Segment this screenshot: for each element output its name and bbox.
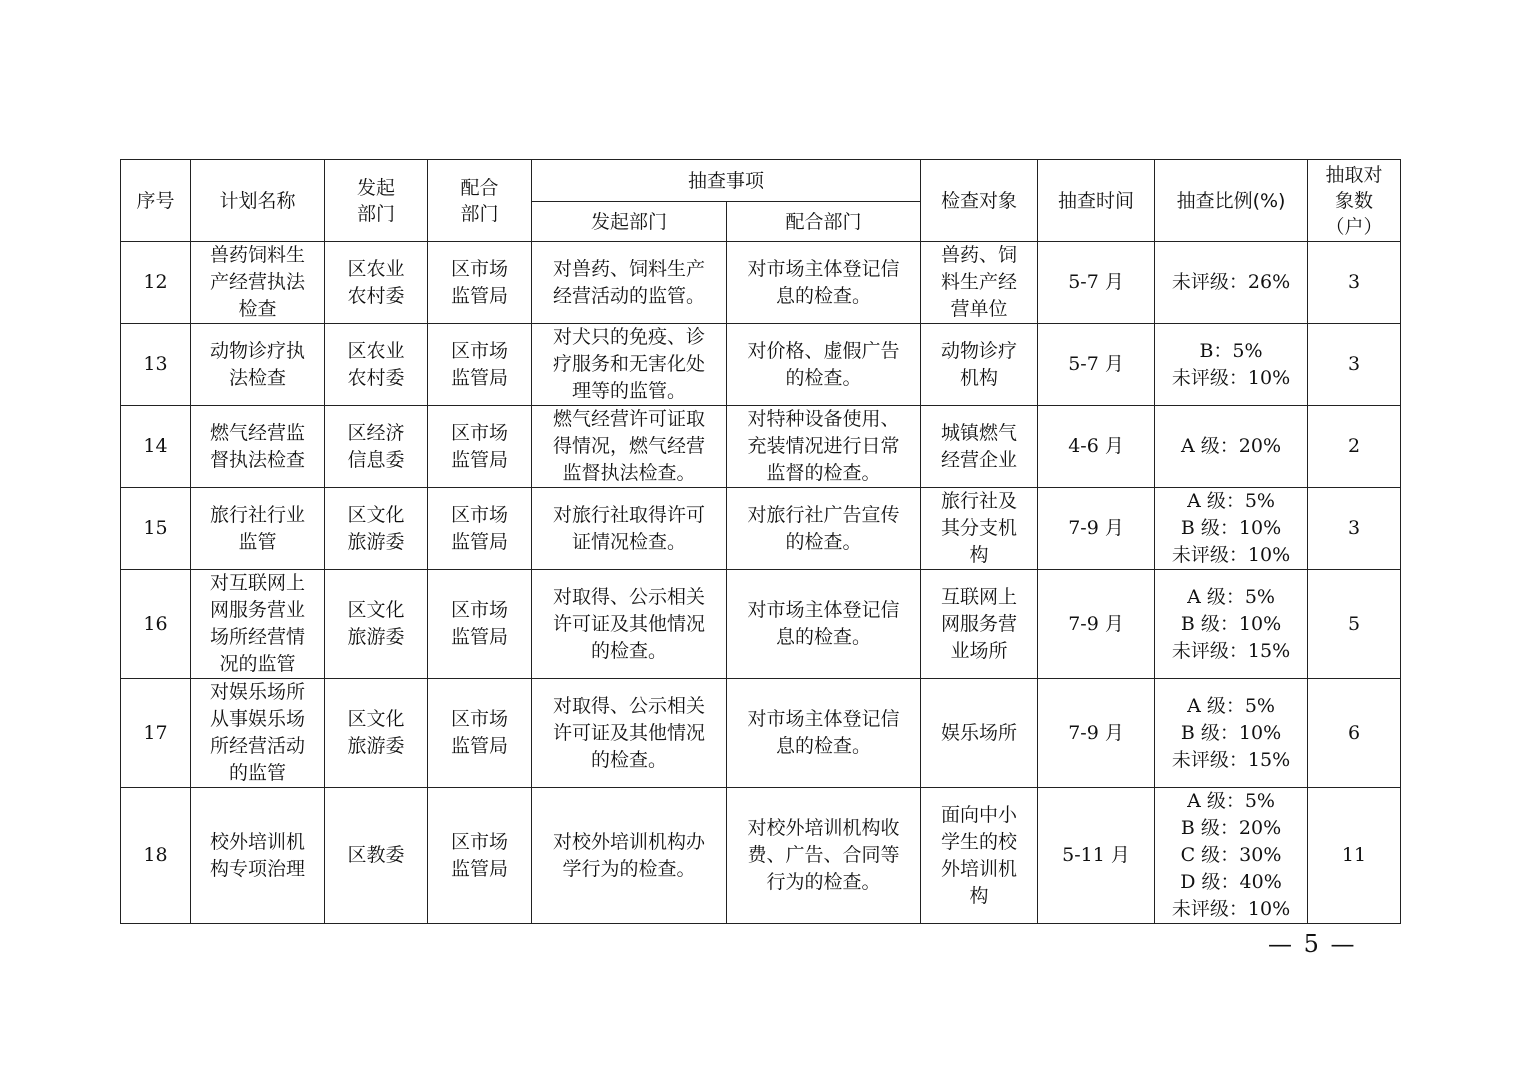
cell-items-cooperator: 对市场主体登记信 息的检查。 [727, 570, 921, 679]
cell-cooperator: 区市场 监管局 [428, 324, 532, 406]
cell-initiator: 区文化 旅游委 [325, 570, 428, 679]
cell-initiator: 区文化 旅游委 [325, 488, 428, 570]
cell-ratio: 未评级：26% [1155, 242, 1308, 324]
cell-seq: 17 [121, 679, 191, 788]
header-time: 抽查时间 [1038, 160, 1155, 242]
table-row [121, 570, 1401, 679]
cell-items-cooperator: 对价格、虚假广告 的检查。 [727, 324, 921, 406]
cell-time: 5-7 月 [1038, 242, 1155, 324]
cell-items-cooperator: 对特种设备使用、 充装情况进行日常 监督的检查。 [727, 406, 921, 488]
cell-ratio: A 级：5% B 级：10% 未评级：15% [1155, 570, 1308, 679]
cell-target: 互联网上 网服务营 业场所 [921, 570, 1038, 679]
cell-count: 5 [1308, 570, 1401, 679]
cell-target: 兽药、饲 料生产经 营单位 [921, 242, 1038, 324]
header-count: 抽取对 象数 （户） [1308, 160, 1401, 242]
cell-plan-name: 旅行社行业 监管 [191, 488, 325, 570]
cell-initiator: 区农业 农村委 [325, 324, 428, 406]
cell-target: 娱乐场所 [921, 679, 1038, 788]
cell-items-cooperator: 对市场主体登记信 息的检查。 [727, 242, 921, 324]
cell-items-initiator: 对取得、公示相关 许可证及其他情况 的检查。 [532, 570, 727, 679]
header-items-cooperator: 配合部门 [727, 202, 921, 242]
cell-initiator: 区农业 农村委 [325, 242, 428, 324]
cell-ratio: B：5% 未评级：10% [1155, 324, 1308, 406]
cell-ratio: A 级：5% B 级：10% 未评级：15% [1155, 679, 1308, 788]
table-row [121, 242, 1401, 324]
header-plan-name: 计划名称 [191, 160, 325, 242]
cell-seq: 15 [121, 488, 191, 570]
cell-items-cooperator: 对市场主体登记信 息的检查。 [727, 679, 921, 788]
cell-items-initiator: 对犬只的免疫、诊 疗服务和无害化处 理等的监管。 [532, 324, 727, 406]
cell-time: 7-9 月 [1038, 570, 1155, 679]
cell-plan-name: 校外培训机 构专项治理 [191, 788, 325, 924]
cell-target: 旅行社及 其分支机 构 [921, 488, 1038, 570]
cell-count: 3 [1308, 324, 1401, 406]
cell-time: 4-6 月 [1038, 406, 1155, 488]
inspection-plan-table [120, 159, 1401, 924]
cell-initiator: 区文化 旅游委 [325, 679, 428, 788]
cell-seq: 18 [121, 788, 191, 924]
cell-target: 动物诊疗 机构 [921, 324, 1038, 406]
header-seq: 序号 [121, 160, 191, 242]
cell-count: 3 [1308, 488, 1401, 570]
cell-count: 6 [1308, 679, 1401, 788]
cell-items-cooperator: 对校外培训机构收 费、广告、合同等 行为的检查。 [727, 788, 921, 924]
table-row [121, 406, 1401, 488]
cell-time: 7-9 月 [1038, 679, 1155, 788]
cell-target: 城镇燃气 经营企业 [921, 406, 1038, 488]
table-row [121, 788, 1401, 924]
cell-target: 面向中小 学生的校 外培训机 构 [921, 788, 1038, 924]
cell-seq: 13 [121, 324, 191, 406]
cell-items-initiator: 对校外培训机构办 学行为的检查。 [532, 788, 727, 924]
table-row [121, 679, 1401, 788]
cell-plan-name: 动物诊疗执 法检查 [191, 324, 325, 406]
cell-items-initiator: 燃气经营许可证取 得情况，燃气经营 监督执法检查。 [532, 406, 727, 488]
header-initiator: 发起 部门 [325, 160, 428, 242]
cell-plan-name: 兽药饲料生 产经营执法 检查 [191, 242, 325, 324]
cell-plan-name: 燃气经营监 督执法检查 [191, 406, 325, 488]
header-target: 检查对象 [921, 160, 1038, 242]
cell-cooperator: 区市场 监管局 [428, 242, 532, 324]
cell-cooperator: 区市场 监管局 [428, 406, 532, 488]
cell-cooperator: 区市场 监管局 [428, 679, 532, 788]
cell-seq: 14 [121, 406, 191, 488]
cell-seq: 16 [121, 570, 191, 679]
cell-ratio: A 级：5% B 级：20% C 级：30% D 级：40% 未评级：10% [1155, 788, 1308, 924]
cell-items-initiator: 对兽药、饲料生产 经营活动的监管。 [532, 242, 727, 324]
cell-initiator: 区经济 信息委 [325, 406, 428, 488]
cell-time: 7-9 月 [1038, 488, 1155, 570]
cell-ratio: A 级：20% [1155, 406, 1308, 488]
cell-count: 2 [1308, 406, 1401, 488]
cell-cooperator: 区市场 监管局 [428, 488, 532, 570]
cell-time: 5-11 月 [1038, 788, 1155, 924]
cell-count: 3 [1308, 242, 1401, 324]
cell-cooperator: 区市场 监管局 [428, 570, 532, 679]
header-ratio: 抽查比例(%) [1155, 160, 1308, 242]
cell-seq: 12 [121, 242, 191, 324]
cell-items-initiator: 对取得、公示相关 许可证及其他情况 的检查。 [532, 679, 727, 788]
page-number: — 5 — [1268, 930, 1357, 958]
cell-time: 5-7 月 [1038, 324, 1155, 406]
cell-plan-name: 对互联网上 网服务营业 场所经营情 况的监管 [191, 570, 325, 679]
table-row [121, 324, 1401, 406]
cell-initiator: 区教委 [325, 788, 428, 924]
header-cooperator: 配合 部门 [428, 160, 532, 242]
cell-count: 11 [1308, 788, 1401, 924]
header-items: 抽查事项 [532, 160, 921, 202]
cell-cooperator: 区市场 监管局 [428, 788, 532, 924]
header-items-initiator: 发起部门 [532, 202, 727, 242]
cell-plan-name: 对娱乐场所 从事娱乐场 所经营活动 的监管 [191, 679, 325, 788]
table-row [121, 488, 1401, 570]
cell-items-initiator: 对旅行社取得许可 证情况检查。 [532, 488, 727, 570]
cell-ratio: A 级：5% B 级：10% 未评级：10% [1155, 488, 1308, 570]
cell-items-cooperator: 对旅行社广告宣传 的检查。 [727, 488, 921, 570]
